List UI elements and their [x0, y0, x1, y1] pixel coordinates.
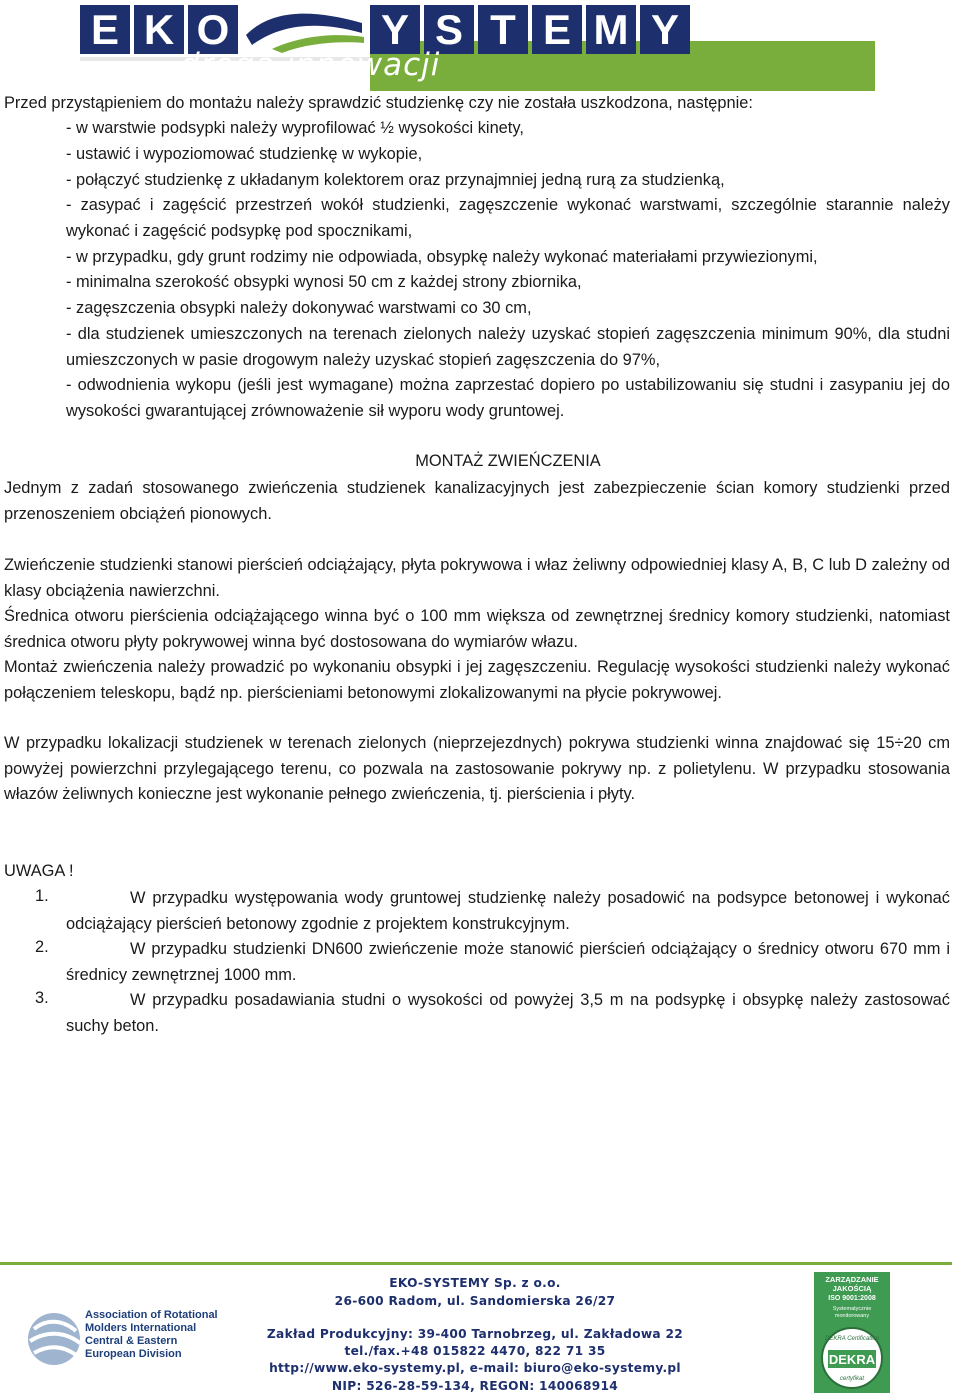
- list-item: - dla studzienek umieszczonych na terenach zielonych należy uzyskać stopień zagęszczenia minimum 90%, dla studni umieszczonych w pasie drogowym należy uzyskać stopień zagęszczenia do 97%,: [66, 325, 950, 369]
- warning-number: 2.: [35, 938, 49, 956]
- footer-company: EKO-SYSTEMY Sp. z o.o.: [389, 1276, 561, 1290]
- list-item: - minimalna szerokość obsypki wynosi 50 cm z każdej strony zbiornika,: [66, 273, 582, 291]
- paragraph: W przypadku lokalizacji studzienek w terenach zielonych (nieprzejezdnych) pokrywa studzienki winna znajdować się 15÷20 cm powyżej powierzchni przylegającego terenu, co pozwala na zastosowanie pokrywy np. z polietylenu. W przypadku stosowania włazów żeliwnych konieczne jest wykonanie pełnego zwieńczenia, tj. pierścienia i płyty.: [4, 734, 950, 804]
- association-logo: [26, 1309, 218, 1369]
- footer-plant: Zakład Produkcyjny: 39-400 Tarnobrzeg, ul. Zakładowa 22: [266, 1327, 684, 1341]
- list-item: - w warstwie podsypki należy wyprofilować ½ wysokości kinety,: [66, 119, 524, 137]
- list-item: - w przypadku, gdy grunt rodzimy nie odpowiada, obsypkę należy wykonać materiałami przywiezionymi,: [66, 248, 818, 266]
- warning-number: 3.: [35, 989, 49, 1007]
- list-item: - odwodnienia wykopu (jeśli jest wymagane) można zaprzestać dopiero po ustabilizowaniu się studni i zasypaniu jej do wysokości gwarantującej zrównoważenie sił wyporu wody gruntowej.: [66, 376, 950, 420]
- paragraph: Jednym z zadań stosowanego zwieńczenia studzienek kanalizacyjnych jest zabezpieczenie ścian komory studzienki przed przenoszeniem obciążeń pionowych.: [4, 479, 950, 523]
- iso-certificate-badge: [814, 1272, 890, 1393]
- association-line: Association of Rotational: [85, 1309, 218, 1321]
- cert-line: Systematycznie: [832, 1306, 872, 1312]
- footer-phone: tel./fax.+48 015822 4470, 822 71 35: [344, 1344, 606, 1358]
- association-name: [85, 1309, 218, 1361]
- association-line: Molders International: [85, 1322, 197, 1334]
- list-item: - zasypać i zagęścić przestrzeń wokół studzienki, zagęszczenie wykonać warstwami, szczególnie starannie należy wykonać i zagęścić podsypkę pod spocznikami,: [66, 196, 950, 240]
- globe-icon: [26, 1309, 82, 1369]
- warning-item: W przypadku posadawiania studni o wysokości od powyżej 3,5 m na podsypkę i obsypkę należy zastosować suchy beton.: [66, 991, 950, 1035]
- warning-item: W przypadku studzienki DN600 zwieńczenie może stanowić pierścień odciążający o średnicy otworu 670 mm i średnicy zewnętrznej 1000 mm.: [66, 940, 950, 984]
- footer-address: 26-600 Radom, ul. Sandomierska 26/27: [334, 1294, 616, 1308]
- logo-letter: E: [532, 5, 582, 54]
- paragraph: Zwieńczenie studzienki stanowi pierścień odciążający, płyta pokrywowa i właz żeliwny odpowiedniej klasy A, B, C lub D zależny od klasy obciążenia nawierzchni.: [4, 556, 950, 600]
- dekra-label: DEKRA: [828, 1352, 876, 1367]
- logo-letter: T: [478, 5, 528, 54]
- footer-web: http://www.eko-systemy.pl, e-mail: biuro@eko-systemy.pl: [269, 1361, 681, 1375]
- logo-letter: O: [188, 5, 238, 54]
- section-heading: MONTAŻ ZWIEŃCZENIA: [415, 452, 601, 470]
- logo-letter: K: [134, 5, 184, 54]
- cert-line: monitorowany: [834, 1313, 870, 1319]
- association-line: Central & Eastern: [85, 1335, 178, 1347]
- footer-divider: [0, 1262, 952, 1265]
- cert-line: ISO 9001:2008: [828, 1295, 876, 1302]
- company-logo: [80, 5, 875, 91]
- association-line: European Division: [85, 1348, 182, 1360]
- intro-text: Przed przystąpieniem do montażu należy sprawdzić studzienkę czy nie została uszkodzona, następnie:: [4, 94, 753, 112]
- logo-letter: M: [586, 5, 636, 54]
- warning-title: UWAGA !: [4, 862, 74, 880]
- cert-line: DEKRA Certification: [825, 1336, 879, 1342]
- cert-line: ZARZĄDZANIE: [825, 1275, 879, 1284]
- warning-item: W przypadku występowania wody gruntowej studzienkę należy posadowić na podsypce betonowej i wykonać odciążający pierścień betonowy zgodnie z projektem konstrukcyjnym.: [66, 889, 950, 933]
- cert-line: JAKOŚCIĄ: [832, 1284, 872, 1293]
- list-item: - ustawić i wypoziomować studzienkę w wykopie,: [66, 145, 423, 163]
- logo-letter: Y: [370, 5, 420, 54]
- warning-number: 1.: [35, 887, 49, 905]
- logo-letter: Y: [640, 5, 690, 54]
- logo-tagline: drogą innowacji: [180, 47, 441, 83]
- paragraph: Średnica otworu pierścienia odciążającego winna być o 100 mm większa od zewnętrznej średnicy komory studzienki, natomiast średnica otworu płyty pokrywowej winna być dostosowana do wymiarów włazu.: [4, 607, 950, 651]
- list-item: - połączyć studzienkę z układanym kolektorem oraz przynajmniej jedną rurą za studzienką,: [66, 171, 725, 189]
- logo-letter: E: [80, 5, 130, 54]
- footer-ids: NIP: 526-28-59-134, REGON: 140068914: [331, 1379, 619, 1393]
- paragraph: Montaż zwieńczenia należy prowadzić po wykonaniu obsypki i jej zagęszczeniu. Regulację wysokości studzienki należy wykonać połączeniem teleskopu, bądź np. pierścieniami betonowymi zlokalizowanymi na płycie pokrywowej.: [4, 658, 950, 702]
- logo-letter: S: [424, 5, 474, 54]
- cert-line: certyfikat: [839, 1376, 865, 1382]
- list-item: - zagęszczenia obsypki należy dokonywać warstwami co 30 cm,: [66, 299, 532, 317]
